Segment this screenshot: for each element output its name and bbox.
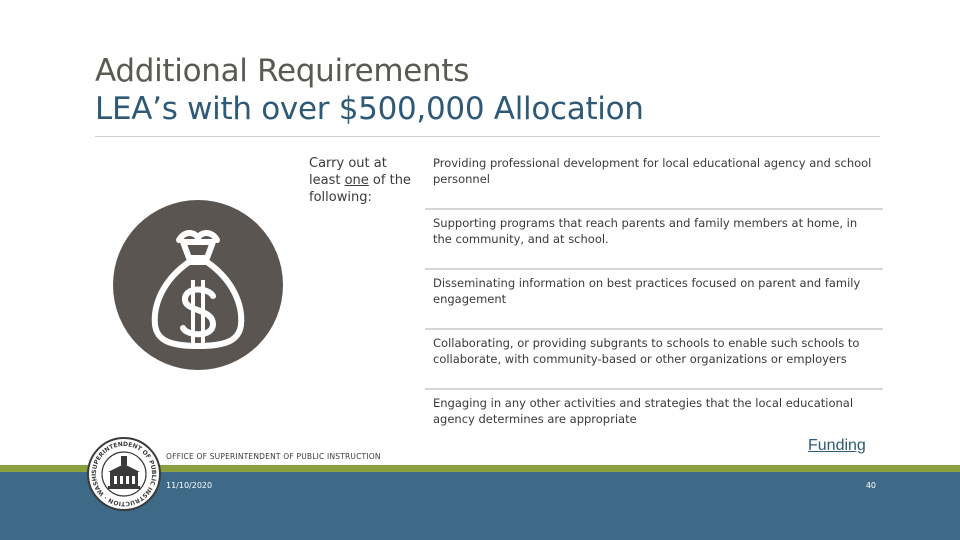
funding-link[interactable]: Funding [808,437,866,454]
title-line-2: LEA’s with over $500,000 Allocation [95,91,644,127]
title-line-1: Additional Requirements [95,53,470,89]
page-number: 40 [865,481,876,490]
intro-text: Carry out at least one of the following: [309,156,411,205]
footer-date: 11/10/2020 [166,481,213,490]
list-item: Supporting programs that reach parents and family members at home, in the community, and at school. [425,210,883,270]
list-item: Providing professional development for local educational agency and school personnel [425,150,883,210]
list-item: Disseminating information on best practices focused on parent and family engagement [425,270,883,330]
ospi-seal-icon [86,436,162,512]
money-bag-icon [113,200,283,370]
slide-title [95,52,644,128]
requirements-list [425,150,883,450]
list-item: Engaging in any other activities and strategies that the local educational agency determines are appropriate [433,396,854,426]
list-item: Collaborating, or providing subgrants to schools to enable such schools to collaborate, with community-based or other organizations or employers [425,330,883,390]
svg-text:SUPERINTENDENT OF PUBLIC INSTR: SUPERINTENDENT OF PUBLIC INSTRUCTION · WASHI [90,440,158,508]
office-name: OFFICE OF SUPERINTENDENT OF PUBLIC INSTRUCTION [166,452,381,461]
intro-emphasis: one [344,173,369,188]
title-divider [95,136,880,137]
